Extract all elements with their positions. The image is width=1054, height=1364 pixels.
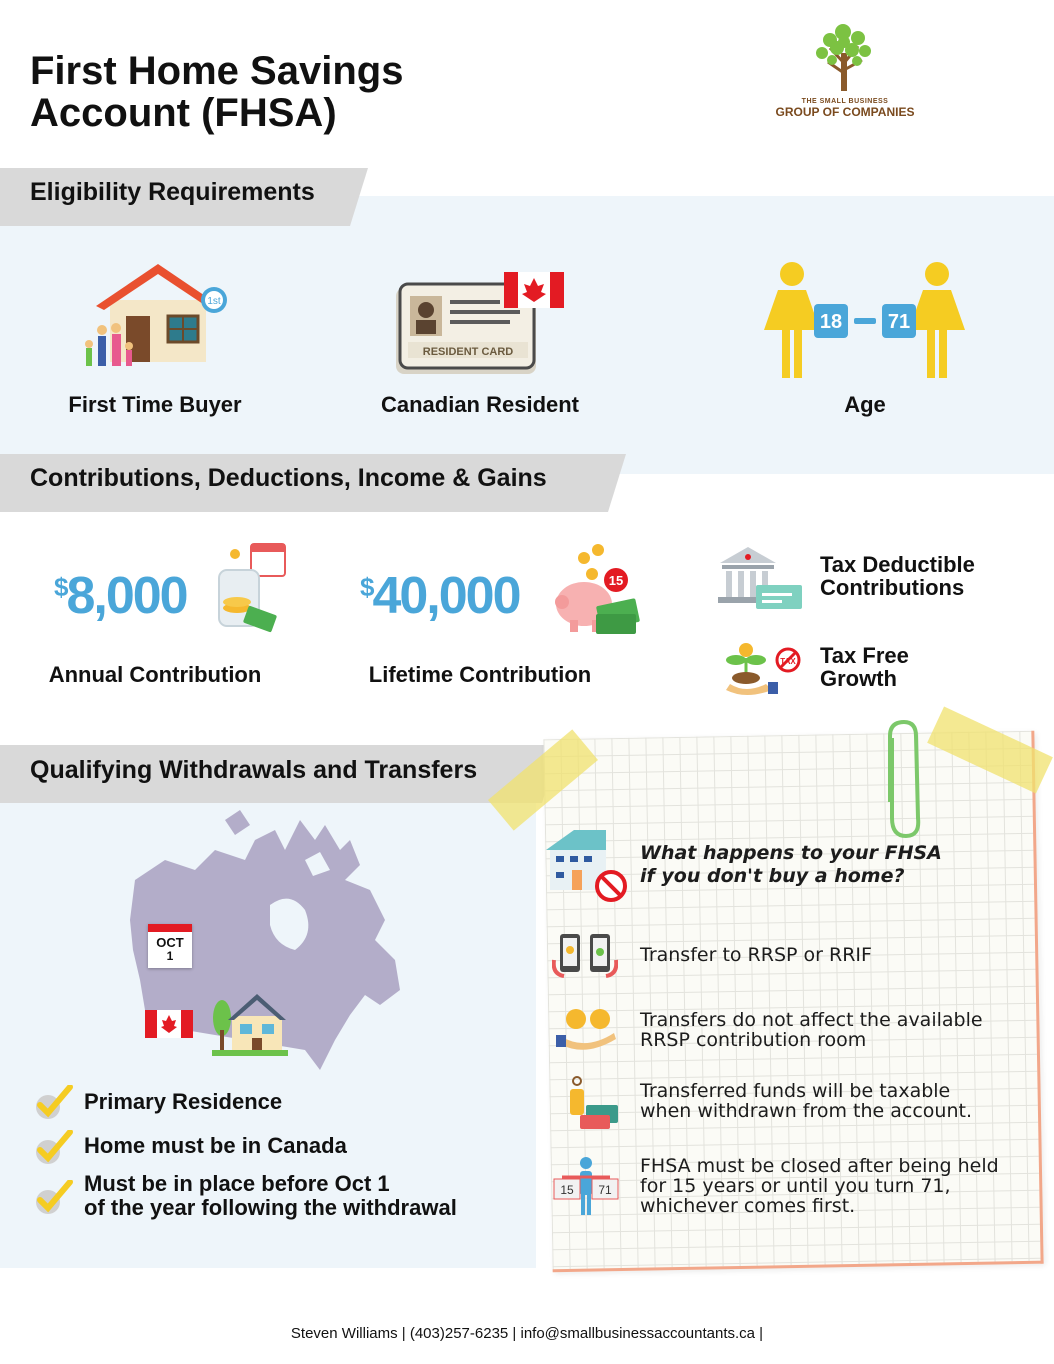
phone-transfer-icon bbox=[552, 932, 618, 978]
check-item-before-oct-1 bbox=[84, 1172, 457, 1220]
title-line-2: Account (FHSA) bbox=[30, 91, 337, 135]
resident-card-text: RESIDENT CARD bbox=[422, 346, 514, 358]
tax-icon-text: TAX bbox=[780, 657, 796, 666]
lifetime-amount-value: 40,000 bbox=[372, 567, 520, 625]
age-min: 18 bbox=[819, 311, 843, 333]
savings-jar-icon bbox=[215, 542, 287, 634]
check-icon-3 bbox=[34, 1180, 74, 1216]
annual-amount bbox=[54, 566, 187, 626]
check-item-3-line1: Must be in place before Oct 1 bbox=[84, 1171, 390, 1196]
taxable-funds-icon bbox=[562, 1075, 620, 1131]
check-item-3-line2: of the year following the withdrawal bbox=[84, 1195, 457, 1220]
resident-card-icon bbox=[394, 270, 566, 378]
piggy-bank-icon bbox=[540, 540, 644, 638]
page-title bbox=[30, 50, 490, 134]
calendar-icon bbox=[148, 924, 192, 968]
paperclip-icon bbox=[878, 718, 924, 842]
note-item-3 bbox=[640, 1081, 972, 1121]
age-range-icon bbox=[760, 260, 970, 380]
check-icon-1 bbox=[34, 1085, 74, 1121]
eligibility-heading: Eligibility Requirements bbox=[30, 178, 315, 206]
tax-free-label bbox=[820, 644, 909, 690]
annual-amount-value: 8,000 bbox=[66, 567, 187, 625]
years-person-icon bbox=[552, 1155, 620, 1217]
tax-free-line1: Tax Free bbox=[820, 643, 909, 668]
note-item-2 bbox=[640, 1010, 983, 1050]
note-item-4-line2: for 15 years or until you turn 71, bbox=[640, 1175, 951, 1197]
contributions-heading: Contributions, Deductions, Income & Gains bbox=[30, 464, 547, 492]
first-badge: 1st bbox=[207, 296, 221, 307]
note-item-2-line1: Transfers do not affect the available bbox=[640, 1009, 983, 1031]
first-time-buyer-label: First Time Buyer bbox=[68, 392, 242, 417]
coins-hand-icon bbox=[556, 1005, 618, 1051]
age-label: Age bbox=[844, 392, 886, 417]
tree-icon bbox=[810, 18, 880, 93]
lifetime-currency: $ bbox=[360, 572, 373, 602]
note-title-line2: if you don't buy a home? bbox=[640, 865, 905, 887]
calendar-day: 1 bbox=[166, 949, 174, 963]
canada-flag-icon bbox=[145, 1010, 193, 1038]
home-icon bbox=[210, 990, 290, 1058]
company-logo bbox=[765, 18, 925, 128]
footer-contact: Steven Williams | (403)257-6235 | info@smallbusinessaccountants.ca | bbox=[290, 1325, 764, 1342]
note-item-1: Transfer to RRSP or RRIF bbox=[640, 944, 872, 966]
age-max: 71 bbox=[887, 311, 911, 333]
years-left: 15 bbox=[560, 1183, 574, 1197]
logo-text-bottom: GROUP OF COMPANIES bbox=[775, 105, 915, 119]
tax-deductible-line2: Contributions bbox=[820, 575, 965, 600]
title-line-1: First Home Savings bbox=[30, 49, 404, 93]
lifetime-amount bbox=[360, 566, 520, 626]
bank-check-icon bbox=[716, 545, 806, 611]
withdrawals-heading: Qualifying Withdrawals and Transfers bbox=[30, 756, 478, 784]
annual-currency: $ bbox=[54, 572, 67, 602]
calendar-month: OCT bbox=[156, 935, 184, 950]
logo-text-top: THE SMALL BUSINESS bbox=[801, 98, 889, 105]
check-icon-2 bbox=[34, 1130, 74, 1166]
lifetime-contribution-label: Lifetime Contribution bbox=[368, 662, 592, 687]
note-item-2-line2: RRSP contribution room bbox=[640, 1029, 867, 1051]
house-no-icon bbox=[544, 822, 632, 906]
check-item-home-in-canada: Home must be in Canada bbox=[84, 1133, 347, 1158]
lifetime-badge: 15 bbox=[608, 573, 624, 588]
tax-free-line2: Growth bbox=[820, 666, 897, 691]
canadian-resident-label: Canadian Resident bbox=[380, 392, 580, 417]
note-title-line1: What happens to your FHSA bbox=[640, 842, 942, 864]
note-item-3-line2: when withdrawn from the account. bbox=[640, 1100, 973, 1122]
tax-deductible-label bbox=[820, 553, 975, 599]
note-item-4-line1: FHSA must be closed after being held bbox=[640, 1155, 999, 1177]
note-item-4 bbox=[640, 1156, 999, 1216]
annual-contribution-label: Annual Contribution bbox=[48, 662, 262, 687]
note-item-4-line3: whichever comes first. bbox=[640, 1195, 856, 1217]
note-item-3-line1: Transferred funds will be taxable bbox=[640, 1080, 951, 1102]
years-right: 71 bbox=[598, 1183, 612, 1197]
plant-growth-icon bbox=[716, 640, 806, 698]
tax-deductible-line1: Tax Deductible bbox=[820, 552, 975, 577]
note-title bbox=[640, 842, 942, 888]
house-family-icon bbox=[78, 258, 238, 380]
check-item-primary-residence: Primary Residence bbox=[84, 1089, 283, 1114]
